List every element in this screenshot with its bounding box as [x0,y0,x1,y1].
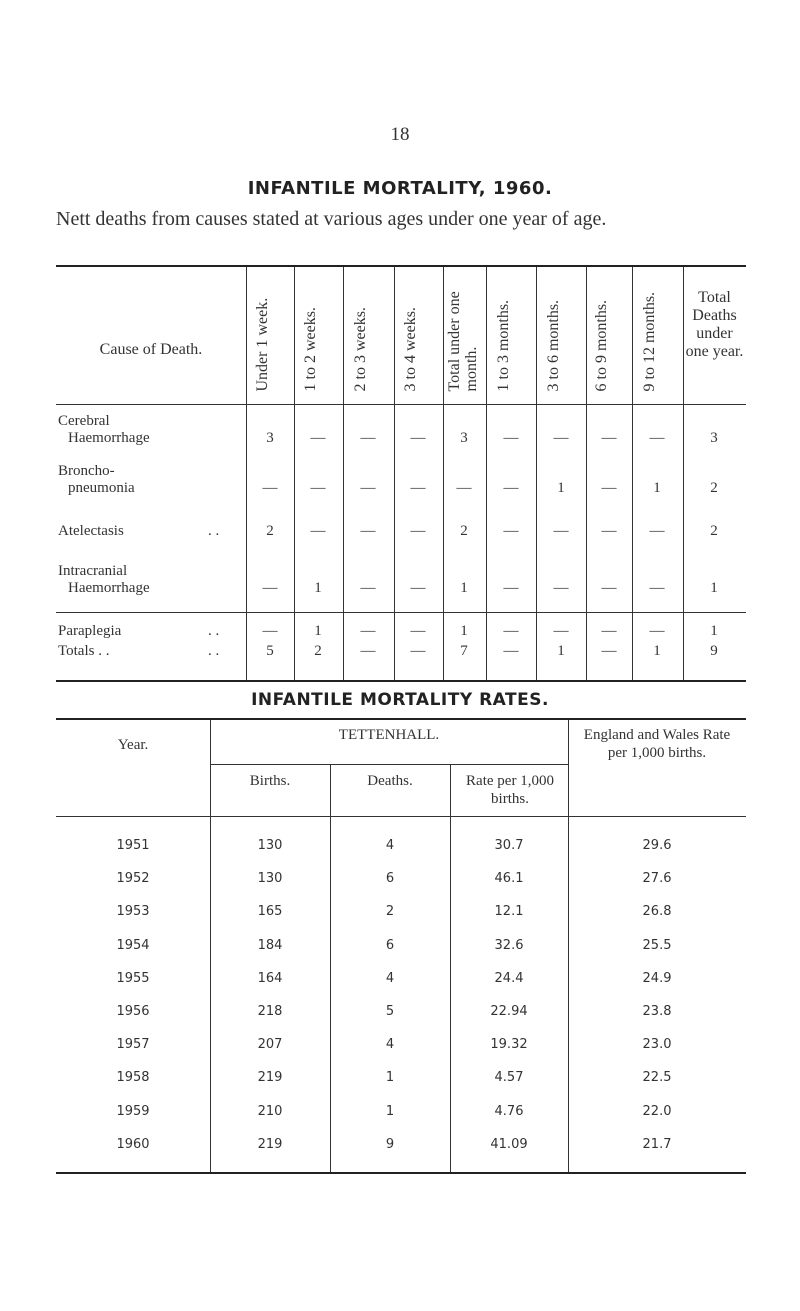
table-cell: — [601,523,617,539]
year-column-header: Year. [117,737,149,753]
table-cell: — [601,623,617,639]
table-cell: 1 [460,580,468,596]
table-cell: — [360,580,376,596]
column-divider [683,267,684,680]
table-cell: — [262,480,278,496]
rate-table-cell: 210 [257,1103,283,1119]
rate-table-cell: 9 [385,1136,395,1152]
totals-cell: — [410,643,426,659]
table-cell: 1 [314,580,322,596]
year-cell: 1953 [116,904,150,920]
table-cell: — [410,580,426,596]
table-cell: 1 [710,623,718,639]
year-cell: 1952 [116,871,150,887]
year-cell: 1955 [116,970,150,986]
rate-table-cell: 4 [385,838,395,853]
cause-label: Paraplegia [58,623,122,639]
cause-label: Haemorrhage [68,430,150,446]
age-column-header: 3 to 4 weeks. [402,307,419,392]
rate-table-cell: 130 [257,838,283,853]
table-cell: — [553,430,569,446]
cause-label-line1: Cerebral [58,413,110,429]
rate-table-cell: 22.0 [642,1103,672,1119]
year-cell: 1954 [116,937,150,953]
rates-title: INFANTILE MORTALITY RATES. [251,690,549,710]
rate-table-cell: 24.9 [642,970,672,986]
column-divider [343,267,344,680]
table-cell: — [649,523,665,539]
year-cell: 1959 [116,1103,150,1119]
rate-table-cell: 30.7 [494,838,524,853]
totals-cell: 1 [653,643,661,659]
page-number: 18 [390,124,410,145]
table-cell: — [649,623,665,639]
rate-table-cell: 184 [257,937,283,953]
leader-dots: . . [208,643,220,659]
column-divider [632,267,633,680]
column-divider [330,764,331,1172]
column-divider [486,267,487,680]
age-column-header: 1 to 3 months. [495,299,512,392]
rate-table-cell: 27.6 [642,871,672,887]
rate-table-cell: 4.76 [494,1103,524,1119]
rate-table-cell: 26.8 [642,904,672,920]
table-cell: — [649,430,665,446]
totals-label: Totals . . [58,643,110,659]
rates-table [56,718,746,1174]
table-cell: — [360,430,376,446]
rate-table-cell: 207 [257,1037,283,1053]
table-cell: — [360,623,376,639]
table-cell: — [553,523,569,539]
rate-table-cell: 12.1 [494,904,524,920]
cause-of-death [58,623,220,640]
table-cell: — [601,430,617,446]
rate-table-cell: 46.1 [494,871,524,887]
total-column-header: Total Deaths under one year. [685,289,744,360]
rate-table-cell: 22.5 [642,1070,672,1086]
table-cell: 3 [710,430,718,446]
rate-table-cell: 164 [257,970,283,986]
totals-cell: — [601,643,617,659]
rate-table-cell: 5 [385,1004,395,1019]
rate-table-cell: 219 [257,1070,283,1086]
rate-table-cell: 24.4 [494,970,524,986]
table-cell: — [503,480,519,496]
table-cell: — [503,523,519,539]
cause-of-death [58,463,135,497]
header-subdivider [210,764,568,765]
column-divider [450,764,451,1172]
table-cell: — [503,580,519,596]
rate-table-cell: 41.09 [490,1136,528,1152]
year-cell: 1960 [116,1136,150,1152]
totals-cell: — [360,643,376,659]
table-cell: 1 [314,623,322,639]
totals-cell: 9 [710,643,718,659]
rate-table-cell: 130 [257,871,283,887]
rate-table-cell: 32.6 [494,937,524,953]
table-cell: 2 [266,523,274,539]
cause-of-death [58,523,220,540]
rate-column-header: Rate per 1,000 births. [466,773,554,807]
rate-table-cell: 1 [385,1070,395,1086]
table-cell: 1 [653,480,661,496]
column-divider [294,267,295,680]
rate-table-cell: 165 [257,904,283,920]
column-divider [568,720,569,1172]
rate-table-cell: 6 [385,937,395,953]
cause-label-line1: Broncho- [58,463,115,479]
rate-table-cell: 219 [257,1136,283,1152]
table-cell: — [310,480,326,496]
totals-cell: — [503,643,519,659]
rate-table-cell: 21.7 [642,1136,672,1152]
year-cell: 1956 [116,1004,150,1019]
year-cell: 1951 [116,838,150,853]
leader-dots: . . [208,523,220,539]
cause-label: pneumonia [68,480,135,496]
column-divider [246,267,247,680]
rate-table-cell: 4 [385,1037,395,1053]
column-divider [586,267,587,680]
table-cell: — [601,580,617,596]
totals-cell: 7 [460,643,468,659]
table-cell: 1 [460,623,468,639]
tettenhall-header: TETTENHALL. [338,727,440,743]
cause-label-line1: Intracranial [58,563,128,579]
column-divider [443,267,444,680]
year-cell: 1958 [116,1070,150,1086]
table-cell: — [360,523,376,539]
age-column-header: 6 to 9 months. [593,299,610,392]
rate-table-cell: 23.8 [642,1004,672,1019]
table-cell: — [649,580,665,596]
rate-table-cell: 218 [257,1004,283,1019]
table-cell: 1 [557,480,565,496]
header-divider [56,816,746,817]
table-subtitle: Nett deaths from causes stated at various ages under one year of age. [56,208,607,230]
column-divider [536,267,537,680]
table-cell: — [410,623,426,639]
table-cell: — [503,430,519,446]
england-wales-header: England and Wales Rate per 1,000 births. [583,727,731,761]
deaths-column-header: Deaths. [367,773,413,789]
header-divider [56,404,746,405]
rate-table-cell: 4.57 [494,1070,524,1086]
table-cell: — [410,480,426,496]
age-column-header: 2 to 3 weeks. [352,307,369,392]
cause-label: Haemorrhage [68,580,150,596]
table-cell: — [410,523,426,539]
age-column-header: 9 to 12 months. [641,291,658,392]
cause-label: Atelectasis [58,523,124,539]
totals-cell: 2 [314,643,322,659]
table-cell: — [503,623,519,639]
totals-cell: 5 [266,643,274,659]
table-cell: — [456,480,472,496]
table-cell: — [553,623,569,639]
table-cell: — [410,430,426,446]
mortality-table [56,265,746,682]
rate-table-cell: 22.94 [490,1004,528,1019]
rate-table-cell: 2 [385,904,395,920]
table-cell: 3 [460,430,468,446]
cause-of-death [58,563,150,597]
rate-table-cell: 1 [385,1103,395,1119]
age-column-header: Total under one month. [446,291,480,392]
year-cell: 1957 [116,1037,150,1053]
table-cell: 3 [266,430,274,446]
age-column-header: Under 1 week. [254,297,271,392]
table-cell: 1 [710,580,718,596]
rate-table-cell: 4 [385,970,395,986]
rate-table-cell: 25.5 [642,937,672,953]
age-column-header: 1 to 2 weeks. [302,307,319,392]
cause-column-header: Cause of Death. [99,341,203,358]
totals-divider [56,612,746,613]
rate-table-cell: 23.0 [642,1037,672,1053]
cause-of-death [58,413,150,447]
rate-table-cell: 29.6 [642,838,672,853]
leader-dots: . . [208,623,220,639]
rate-table-cell: 19.32 [490,1037,528,1053]
table-cell: — [262,623,278,639]
table-cell: 2 [460,523,468,539]
column-divider [394,267,395,680]
table-cell: — [553,580,569,596]
births-column-header: Births. [249,773,291,789]
table-cell: — [262,580,278,596]
totals-cell: 1 [557,643,565,659]
age-column-header: 3 to 6 months. [545,299,562,392]
page-title: INFANTILE MORTALITY, 1960. [247,178,553,199]
table-cell: 2 [710,523,718,539]
table-cell: — [360,480,376,496]
table-cell: 2 [710,480,718,496]
table-cell: — [310,430,326,446]
table-cell: — [601,480,617,496]
table-cell: — [310,523,326,539]
rate-table-cell: 6 [385,871,395,887]
